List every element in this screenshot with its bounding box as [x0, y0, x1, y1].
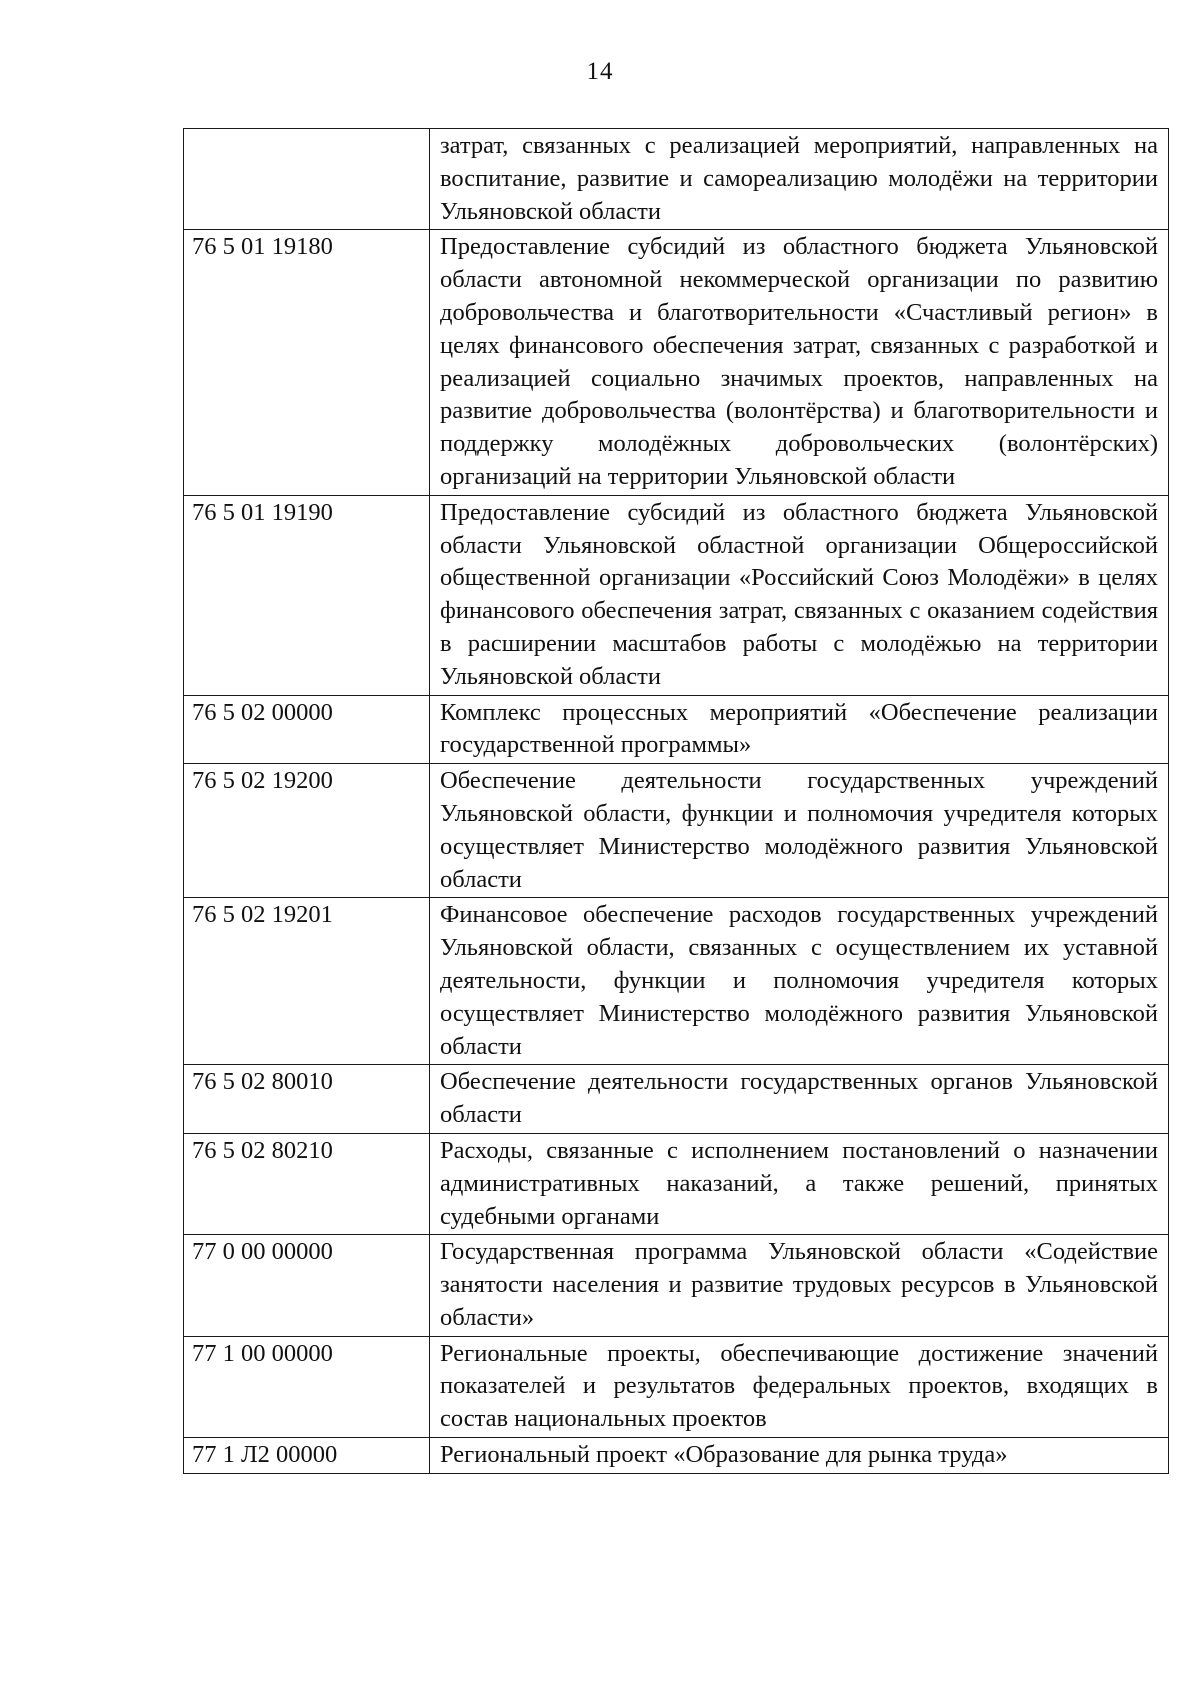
table-row: [184, 230, 1169, 495]
page-number: 14: [586, 58, 614, 85]
table-row: [184, 129, 1169, 230]
table-row: [184, 695, 1169, 764]
description-cell: Комплекс процессных мероприятий «Обеспечение реализации государственной программы»: [430, 695, 1169, 764]
description-cell: Предоставление субсидий из областного бюджета Ульяновской области Ульяновской областной организации Общероссийской общественной организации «Российский Союз Молодёжи» в целях финансового обеспечения затрат, связанных с оказанием содействия в расширении масштабов работы с молодёжью на территории Ульяновской области: [430, 495, 1169, 695]
code-cell: 77 1 00 00000: [184, 1336, 430, 1437]
table-row: [184, 1133, 1169, 1234]
code-cell: 76 5 02 19200: [184, 764, 430, 898]
description-cell: Региональный проект «Образование для рынка труда»: [430, 1438, 1169, 1474]
table-row: [184, 495, 1169, 695]
description-cell: Расходы, связанные с исполнением постановлений о назначении административных наказаний, а также решений, принятых судебными органами: [430, 1133, 1169, 1234]
code-cell: 77 0 00 00000: [184, 1235, 430, 1336]
code-cell: 76 5 02 80010: [184, 1065, 430, 1134]
table-row: [184, 1336, 1169, 1437]
code-cell: 76 5 02 80210: [184, 1133, 430, 1234]
description-cell: Государственная программа Ульяновской области «Содействие занятости населения и развитие трудовых ресурсов в Ульяновской области»: [430, 1235, 1169, 1336]
code-cell: 76 5 01 19190: [184, 495, 430, 695]
description-cell: Финансовое обеспечение расходов государственных учреждений Ульяновской области, связанных с осуществлением их уставной деятельности, функции и полномочия учредителя которых осуществляет Министерство молодёжного развития Ульяновской области: [430, 898, 1169, 1065]
budget-classification-table: [183, 128, 1169, 1474]
description-cell: Обеспечение деятельности государственных учреждений Ульяновской области, функции и полномочия учредителя которых осуществляет Министерство молодёжного развития Ульяновской области: [430, 764, 1169, 898]
code-cell: 77 1 Л2 00000: [184, 1438, 430, 1474]
table-row: [184, 1235, 1169, 1336]
description-cell: Предоставление субсидий из областного бюджета Ульяновской области автономной некоммерческой организации по развитию добровольчества и благотворительности «Счастливый регион» в целях финансового обеспечения затрат, связанных с разработкой и реализацией социально значимых проектов, направленных на развитие добровольчества (волонтёрства) и благотворительности и поддержку молодёжных добровольческих (волонтёрских) организаций на территории Ульяновской области: [430, 230, 1169, 495]
code-cell: 76 5 02 00000: [184, 695, 430, 764]
table-row: [184, 1438, 1169, 1474]
code-cell: 76 5 02 19201: [184, 898, 430, 1065]
table-row: [184, 1065, 1169, 1134]
table-row: [184, 764, 1169, 898]
description-cell: Обеспечение деятельности государственных органов Ульяновской области: [430, 1065, 1169, 1134]
description-cell: затрат, связанных с реализацией мероприятий, направленных на воспитание, развитие и самореализацию молодёжи на территории Ульяновской области: [430, 129, 1169, 230]
description-cell: Региональные проекты, обеспечивающие достижение значений показателей и результатов федеральных проектов, входящих в состав национальных проектов: [430, 1336, 1169, 1437]
code-cell: 76 5 01 19180: [184, 230, 430, 495]
code-cell: [184, 129, 430, 230]
table-row: [184, 898, 1169, 1065]
